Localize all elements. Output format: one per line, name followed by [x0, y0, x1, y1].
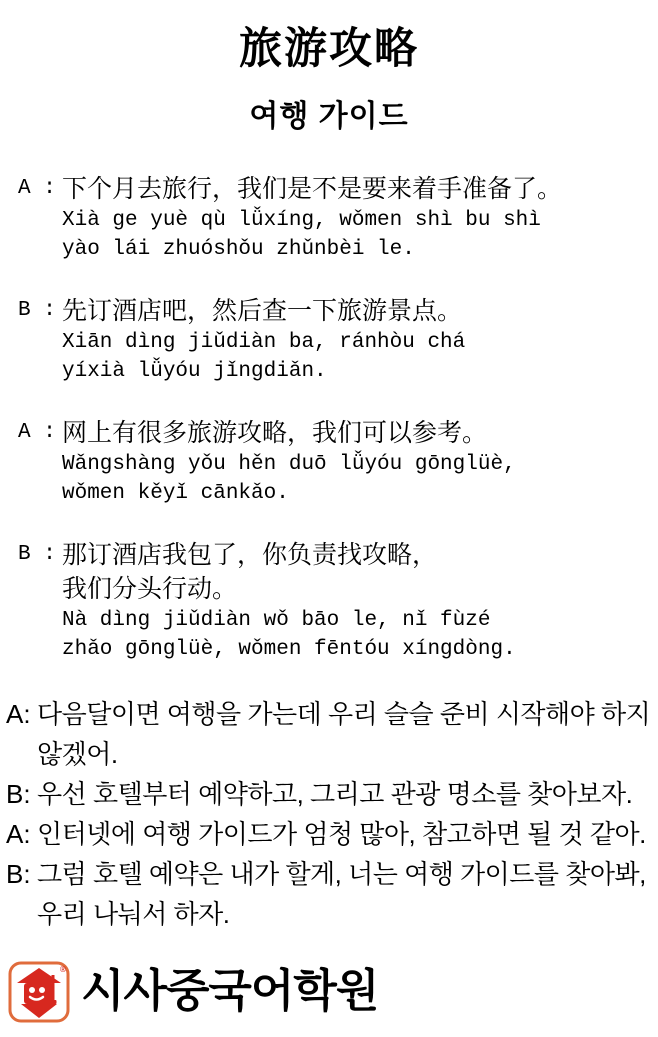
korean-line: 인터넷에 여행 가이드가 엄청 많아, 참고하면 될 것 같아.: [37, 819, 646, 850]
dialogue-group-4: [18, 538, 658, 664]
korean-line: 우선 호텔부터 예약하고, 그리고 관광 명소를 찾아보자.: [37, 779, 633, 810]
speaker-label: A :: [18, 421, 56, 445]
chinese-line: 下个月去旅行，我们是不是要来着手准备了。: [62, 174, 563, 204]
dialogue-content: [62, 172, 658, 264]
translation-content: [37, 694, 656, 774]
pinyin-line: zhǎo gōnglüè, wǒmen fēntóu xíngdòng.: [62, 638, 516, 662]
speaker-label: A :: [18, 177, 56, 201]
translation-content: [37, 814, 656, 854]
pinyin-line: wǒmen kěyǐ cānkǎo.: [62, 482, 289, 506]
pinyin-line: Nà dìng jiǔdiàn wǒ bāo le, nǐ fùzé: [62, 609, 491, 633]
page-title-chinese: 旅游攻略: [239, 24, 419, 74]
dialogue-content: [62, 294, 658, 386]
speaker-label: B:: [6, 859, 31, 890]
pinyin-line: Xiān dìng jiǔdiàn ba, ránhòu chá: [62, 331, 466, 355]
translation-row-4: [6, 854, 656, 934]
brand-footer: [8, 960, 378, 1024]
dialogue-group-1: [18, 172, 658, 264]
dialogue-group-2: [18, 294, 658, 386]
translation-content: [37, 774, 656, 814]
translation-row-1: [6, 694, 656, 774]
page-title-korean: 여행 가이드: [249, 100, 409, 134]
pinyin-line: Xià ge yuè qù lǚxíng, wǒmen shì bu shì: [62, 209, 541, 233]
speaker-label: A:: [6, 819, 31, 850]
translation-row-2: [6, 774, 656, 814]
dialogue-content: [62, 538, 658, 664]
dialogue-group-3: [18, 416, 658, 508]
korean-line: 다음달이면 여행을 가는데 우리 슬슬 준비 시작해야 하지: [37, 699, 651, 730]
korean-line: 그럼 호텔 예약은 내가 할게, 너는 여행 가이드를 찾아봐,: [37, 859, 646, 890]
chinese-line: 我们分头行动。: [62, 574, 238, 604]
chinese-line: 网上有很多旅游攻略，我们可以参考。: [62, 418, 488, 448]
chinese-line: 那订酒店我包了，你负责找攻略，: [62, 540, 438, 570]
dialogue-content: [62, 416, 658, 508]
brand-name: 시사중국어학원: [81, 964, 379, 1016]
chinese-line: 先订酒店吧，然后查一下旅游景点。: [62, 296, 463, 326]
pinyin-line: yào lái zhuóshǒu zhǔnbèi le.: [62, 238, 415, 262]
speaker-label: B :: [18, 299, 56, 323]
speaker-label: A:: [6, 699, 31, 730]
sisa-mascot-icon: [8, 960, 70, 1024]
speaker-label: B:: [6, 779, 31, 810]
korean-translation-section: [0, 694, 658, 934]
speaker-label: B :: [18, 543, 56, 567]
translation-content: [37, 854, 656, 934]
korean-line: 않겠어.: [37, 739, 118, 770]
korean-line: 우리 나눠서 하자.: [37, 899, 230, 930]
pinyin-line: yíxià lǚyóu jǐngdiǎn.: [62, 360, 327, 384]
translation-row-3: [6, 814, 656, 854]
dialogue-section: [0, 172, 658, 664]
pinyin-line: Wǎngshàng yǒu hěn duō lǚyóu gōnglüè,: [62, 453, 516, 477]
registered-mark: ®: [59, 965, 67, 974]
